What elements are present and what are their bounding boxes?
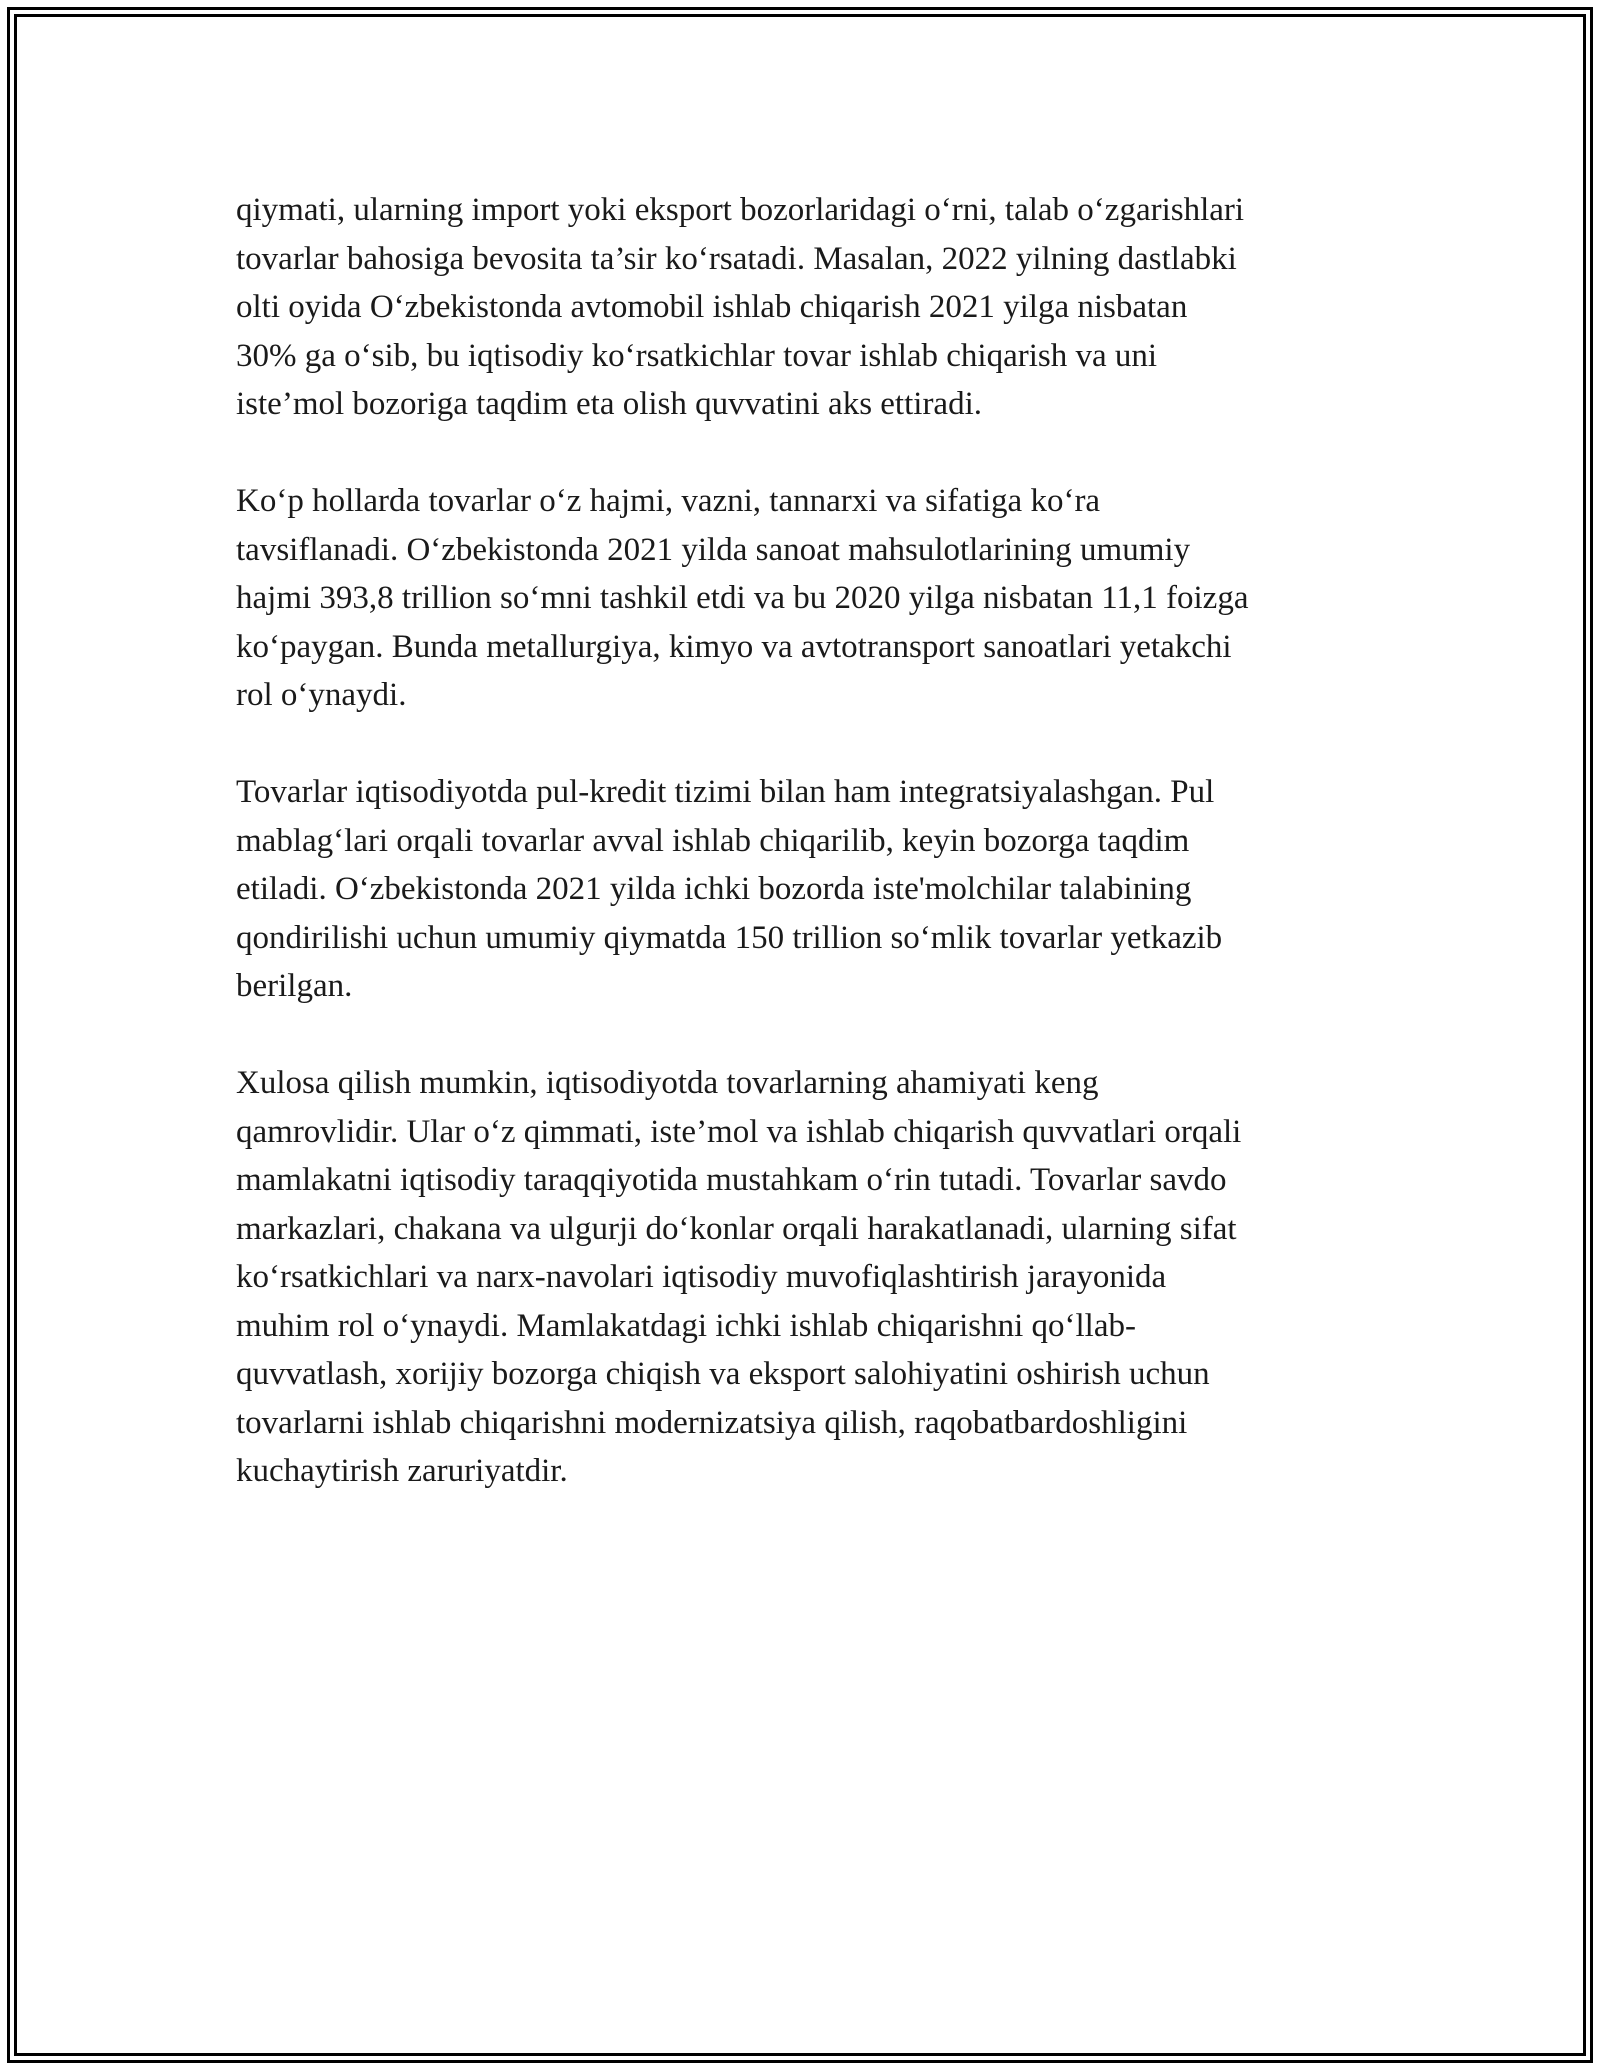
text-line: mamlakatni iqtisodiy taraqqiyotida mustahkam o‘rin tutadi. Tovarlar savdo bbox=[236, 1162, 1227, 1198]
text-line: 30% ga o‘sib, bu iqtisodiy ko‘rsatkichlar tovar ishlab chiqarish va uni bbox=[236, 337, 1158, 374]
text-line: Tovarlar iqtisodiyotda pul-kredit tizimi bilan ham integratsiyalashgan. Pul bbox=[236, 774, 1215, 810]
paragraph-3 bbox=[236, 768, 1366, 1011]
text-line: etiladi. O‘zbekistonda 2021 yilda ichki bozorda iste'molchilar talabining bbox=[236, 871, 1192, 907]
paragraph-4 bbox=[236, 1059, 1366, 1496]
paragraph-2 bbox=[236, 477, 1366, 720]
text-line: tovarlarni ishlab chiqarishni modernizatsiya qilish, raqobatbardoshligini bbox=[236, 1404, 1188, 1441]
text-line: berilgan. bbox=[236, 968, 353, 1004]
text-line: tavsiflanadi. O‘zbekistonda 2021 yilda sanoat mahsulotlarining umumiy bbox=[236, 531, 1191, 568]
document-body bbox=[236, 186, 1366, 1544]
text-line: Xulosa qilish mumkin, iqtisodiyotda tovarlarning ahamiyati keng bbox=[236, 1065, 1099, 1101]
text-line: kuchaytirish zaruriyatdir. bbox=[236, 1453, 568, 1489]
text-line: olti oyida O‘zbekistonda avtomobil ishlab chiqarish 2021 yilga nisbatan bbox=[236, 289, 1188, 325]
text-line: qamrovlidir. Ular o‘z qimmati, iste’mol va ishlab chiqarish quvvatlari orqali bbox=[236, 1113, 1242, 1150]
text-line: rol o‘ynaydi. bbox=[236, 677, 407, 713]
text-line: tovarlar bahosiga bevosita ta’sir ko‘rsatadi. Masalan, 2022 yilning dastlabki bbox=[236, 240, 1237, 277]
text-line: hajmi 393,8 trillion so‘mni tashkil etdi va bu 2020 yilga nisbatan 11,1 foizga bbox=[236, 580, 1249, 616]
text-line: qiymati, ularning import yoki eksport bozorlaridagi o‘rni, talab o‘zgarishlari bbox=[236, 192, 1245, 228]
text-line: muhim rol o‘ynaydi. Mamlakatdagi ichki ishlab chiqarishni qo‘llab- bbox=[236, 1307, 1136, 1344]
text-line: mablag‘lari orqali tovarlar avval ishlab chiqarilib, keyin bozorga taqdim bbox=[236, 822, 1190, 859]
text-line: ko‘rsatkichlari va narx-navolari iqtisodiy muvofiqlashtirish jarayonida bbox=[236, 1259, 1167, 1295]
text-line: iste’mol bozoriga taqdim eta olish quvvatini aks ettiradi. bbox=[236, 386, 982, 422]
text-line: quvvatlash, xorijiy bozorga chiqish va eksport salohiyatini oshirish uchun bbox=[236, 1356, 1210, 1392]
paragraph-1 bbox=[236, 186, 1366, 429]
text-line: markazlari, chakana va ulgurji do‘konlar orqali harakatlanadi, ularning sifat bbox=[236, 1210, 1237, 1247]
text-line: qondirilishi uchun umumiy qiymatda 150 trillion so‘mlik tovarlar yetkazib bbox=[236, 919, 1223, 956]
text-line: Ko‘p hollarda tovarlar o‘z hajmi, vazni, tannarxi va sifatiga ko‘ra bbox=[236, 483, 1101, 519]
text-line: ko‘paygan. Bunda metallurgiya, kimyo va avtotransport sanoatlari yetakchi bbox=[236, 628, 1232, 665]
